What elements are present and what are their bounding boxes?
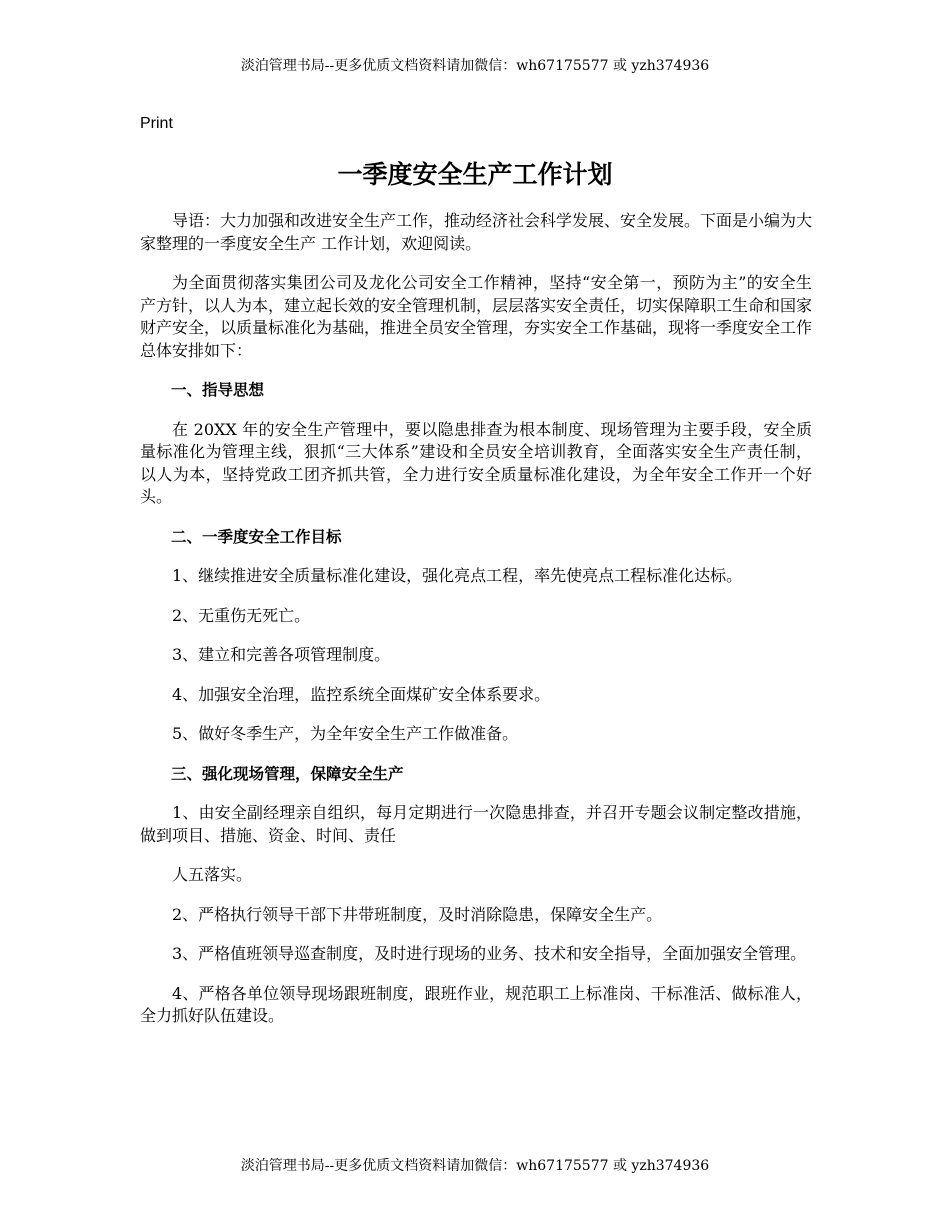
goal-item: 5、做好冬季生产，为全年安全生产工作做准备。 (172, 724, 519, 743)
document-body (140, 210, 812, 1045)
goal-item: 3、建立和完善各项管理制度。 (172, 645, 391, 664)
print-label: Print (140, 115, 173, 132)
section-heading-q1-goals: 二、一季度安全工作目标 (171, 527, 342, 546)
guiding-thought-paragraph: 在 20XX 年的安全生产管理中，要以隐患排查为根本制度、现场管理为主要手段，安全质量标准化为管理主线，狠抓“三大体系”建设和全员安全培训教育，全面落实安全生产责任制，以人为本，坚持党政工团齐抓共管，全力进行安全质量标准化建设，为全年安全工作开一个好头。 (140, 419, 812, 506)
overview-paragraph: 为全面贯彻落实集团公司及龙化公司安全工作精神，坚持“安全第一，预防为主”的安全生产方针，以人为本，建立起长效的安全管理机制，层层落实安全责任，切实保障职工生命和国家财产安全，以质量标准化为基础，推进全员安全管理，夯实安全工作基础，现将一季度安全工作总体安排如下： (140, 273, 813, 360)
page-footer: 淡泊管理书局--更多优质文档资料请加微信：wh67175577 或 yzh374936 (240, 1158, 710, 1174)
measure-item: 3、严格值班领导巡查制度，及时进行现场的业务、技术和安全指导，全面加强安全管理。 (172, 944, 807, 963)
page-header: 淡泊管理书局--更多优质文档资料请加微信：wh67175577 或 yzh374936 (240, 58, 710, 74)
goal-item: 2、无重伤无死亡。 (172, 605, 311, 625)
section-heading-site-management: 三、强化现场管理，保障安全生产 (171, 764, 404, 783)
section-heading-guiding-thought: 一、指导思想 (171, 381, 265, 399)
intro-paragraph: 导语：大力加强和改进安全生产工作，推动经济社会科学发展、安全发展。下面是小编为大家整理的一季度安全生产 工作计划，欢迎阅读。 (140, 211, 813, 253)
measure-item: 4、严格各单位领导现场跟班制度，跟班作业，规范职工上标准岗、干标准活、做标准人，全力抓好队伍建设。 (140, 983, 812, 1025)
measure-item: 1、由安全副经理亲自组织，每月定期进行一次隐患排查，并召开专题会议制定整改措施，做到项目、措施、资金、时间、责任 (140, 803, 812, 845)
goal-item: 1、继续推进安全质量标准化建设，强化亮点工程，率先使亮点工程标准化达标。 (172, 566, 743, 585)
measure-item: 2、严格执行领导干部下井带班制度，及时消除隐患，保障安全生产。 (172, 904, 663, 924)
measure-item-continuation: 人五落实。 (172, 865, 253, 884)
goal-item: 4、加强安全治理，监控系统全面煤矿安全体系要求。 (172, 684, 551, 704)
document-title: 一季度安全生产工作计划 (337, 160, 613, 189)
